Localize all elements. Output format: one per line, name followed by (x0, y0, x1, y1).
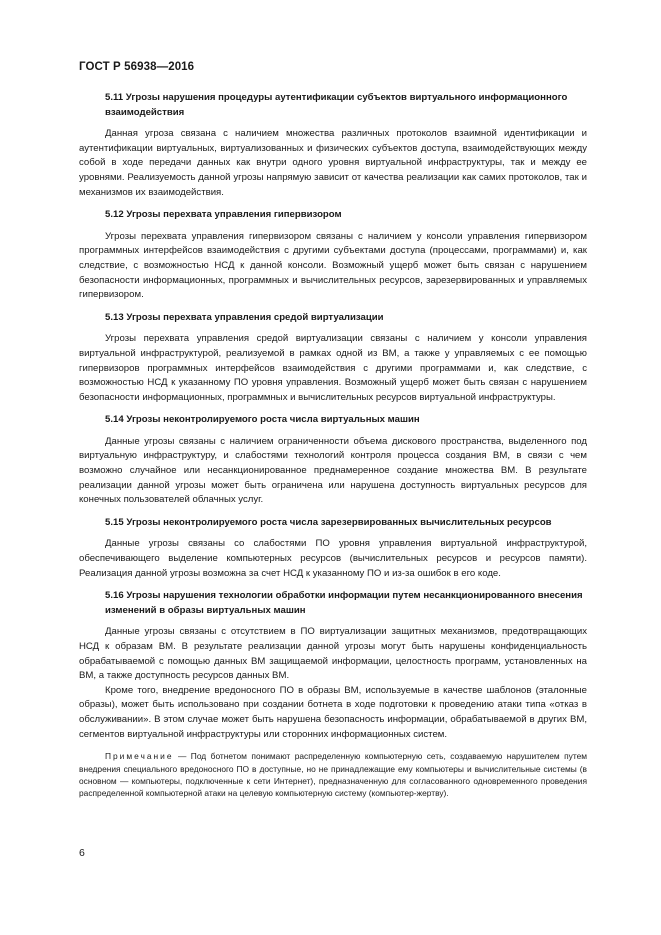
section-5-12 (79, 208, 587, 303)
standard-header: ГОСТ Р 56938—2016 (79, 61, 195, 73)
section-paragraph: Данная угроза связана с наличием множества различных протоколов взаимной идентификации и аутентификации виртуальных, виртуализованных и физических субъектов доступа, взаимодействующих между собой в ходе передачи данных как внутри одного уровня виртуальной инфраструктуры, так и между ее уровнями. Реализуемость данной угрозы напрямую зависит от качества реализации как самих протоколов, так и механизмов их взаимодействия. (79, 128, 587, 198)
footnote-note (79, 750, 587, 800)
section-heading: 5.16 Угрозы нарушения технологии обработки информации путем несанкционированного внесения изменений в образы виртуальных машин (105, 590, 583, 616)
note-label: Примечание (105, 751, 174, 762)
page-number: 6 (79, 847, 85, 859)
section-heading: 5.12 Угрозы перехвата управления гипервизором (105, 209, 342, 221)
section-5-14 (79, 413, 587, 508)
section-paragraph: Угрозы перехвата управления гипервизором связаны с наличием у консоли управления гипервизором программных интерфейсов взаимодействия с другими субъектами доступа (процессами, программами) и, как следствие, с возможностью НСД к данной консоли. Возможный ущерб может быть связан с нарушением безопасности информационных, программных и вычислительных ресурсов, зарезервированных и управляемых гипервизором. (79, 230, 587, 301)
section-5-15 (79, 516, 587, 581)
section-paragraph: Кроме того, внедрение вредоносного ПО в образы ВМ, используемые в качестве шаблонов (эталонные образы), может быть использовано при создании ботнета в ходе подготовки к проведению атаки типа «отказ в обслуживании». В этом случае может быть нарушена безопасность информации, обрабатываемой в других ВМ, сегментов виртуальной инфраструктуры или сторонних информационных систем. (79, 684, 587, 740)
document-body (79, 91, 587, 800)
section-paragraph: Данные угрозы связаны с отсутствием в ПО виртуализации защитных механизмов, предотвращающих НСД к образам ВМ. В результате реализации данной угрозы могут быть нарушены конфиденциальность обрабатываемой с помощью данных ВМ защищаемой информации, целостность программ, установленных на ВМ, а также доступность ресурсов данных ВМ. (79, 626, 587, 682)
section-paragraph: Данные угрозы связаны со слабостями ПО уровня управления виртуальной инфраструктурой, обеспечивающего выделение компьютерных ресурсов (вычислительных ресурсов и ресурсов памяти). Реализация данной угрозы возможна за счет НСД к указанному ПО и из-за ошибок в его коде. (79, 538, 587, 579)
section-heading: 5.13 Угрозы перехвата управления средой виртуализации (105, 311, 384, 323)
section-heading: 5.15 Угрозы неконтролируемого роста числа зарезервированных вычислительных ресурсов (105, 516, 552, 528)
section-paragraph: Данные угрозы связаны с наличием ограниченности объема дискового пространства, выделенного под виртуальную инфраструктуру, и слабостями технологий контроля процесса создания ВМ, в связи с чем возможно случайное или несанкционированное преднамеренное создание множества ВМ. В результате реализации данной угрозы может быть ограничена или нарушена доступность виртуальных ресурсов для конечных пользователей облачных услуг. (79, 435, 587, 506)
section-5-11 (79, 91, 587, 200)
section-heading: 5.14 Угрозы неконтролируемого роста числа виртуальных машин (105, 414, 420, 426)
section-5-13 (79, 311, 587, 406)
section-heading: 5.11 Угрозы нарушения процедуры аутентификации субъектов виртуального информационного взаимодействия (105, 92, 568, 118)
note-text: — Под ботнетом понимают распределенную компьютерную сеть, создаваемую нарушителем путем внедрения специального вредоносного ПО в доступные, но не принадлежащие ему компьютеры и вычислительные системы (в основном — компьютеры, подключенные к сети Интернет), предназначенную для согласованного одновременного проведения распределенной компьютерной атаки на целевую компьютерную систему (компьютер-жертву). (79, 751, 587, 799)
section-5-16 (79, 589, 587, 742)
section-paragraph: Угрозы перехвата управления средой виртуализации связаны с наличием у консоли управления виртуальной инфраструктурой, реализуемой в рамках одной из ВМ, а также у управляемых с ее помощью гипервизоров программных интерфейсов взаимодействия с другими программами и, как следствие, с возможностью НСД к указанному ПО уровня управления. Возможный ущерб может быть связан с нарушением безопасности информационных, программных и вычислительных ресурсов виртуальной инфраструктуры. (79, 333, 587, 403)
